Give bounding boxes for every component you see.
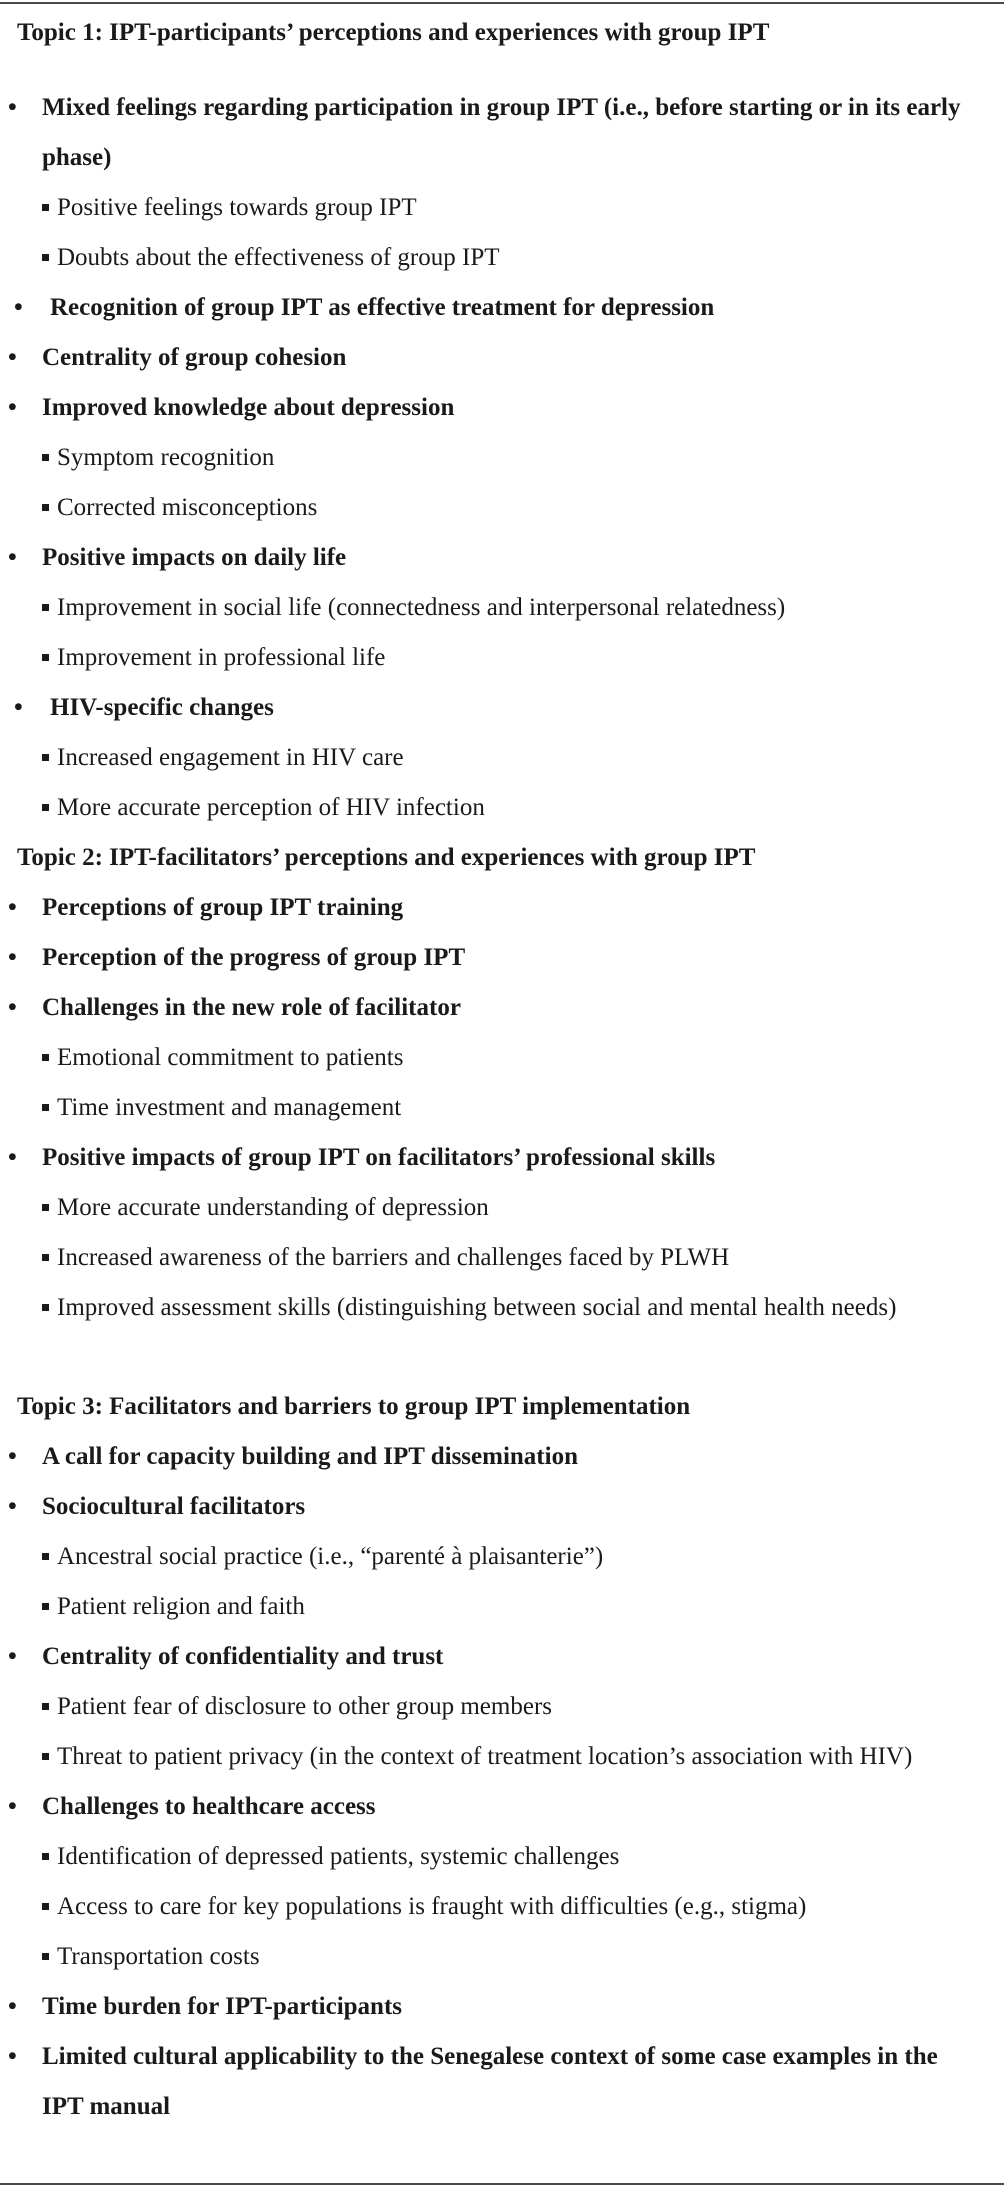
- topic-1-list: [0, 83, 1004, 833]
- bullet-icon: •: [8, 944, 17, 971]
- sub-item-label: Symptom recognition: [57, 444, 275, 471]
- square-bullet-icon: [42, 654, 49, 661]
- square-bullet-icon: [42, 1603, 49, 1610]
- square-bullet-icon: [42, 754, 49, 761]
- sub-item: [0, 1233, 1004, 1283]
- sub-item-label: Increased awareness of the barriers and challenges faced by PLWH: [57, 1244, 730, 1271]
- square-bullet-icon: [42, 504, 49, 511]
- sub-item-label: Threat to patient privacy (in the context of treatment location’s association with HIV): [57, 1743, 913, 1770]
- list-item: [0, 883, 1004, 933]
- bullet-icon: •: [14, 694, 23, 721]
- list-item: [0, 983, 1004, 1033]
- list-item: [0, 2032, 1004, 2132]
- bullet-icon: •: [8, 1493, 17, 1520]
- sub-item-label: Positive feelings towards group IPT: [57, 194, 417, 221]
- sub-item-label: Patient fear of disclosure to other group members: [57, 1693, 552, 1720]
- square-bullet-icon: [42, 1953, 49, 1960]
- bullet-icon: •: [8, 1443, 17, 1470]
- sub-item: [0, 433, 1004, 483]
- item-label: Mixed feelings regarding participation in group IPT (i.e., before starting or in its early phase): [42, 94, 961, 171]
- sub-item-label: Time investment and management: [57, 1094, 402, 1121]
- sub-item: [0, 1582, 1004, 1632]
- topic-3-list: [0, 1432, 1004, 2132]
- item-label: Recognition of group IPT as effective treatment for depression: [50, 294, 715, 321]
- topic-3-heading: Topic 3: Facilitators and barriers to group IPT implementation: [17, 1393, 691, 1420]
- item-label: Improved knowledge about depression: [42, 394, 455, 421]
- sub-item: [0, 633, 1004, 683]
- list-item: [0, 1632, 1004, 1682]
- square-bullet-icon: [42, 1853, 49, 1860]
- sub-item: [0, 483, 1004, 533]
- list-item: [0, 533, 1004, 583]
- square-bullet-icon: [42, 1553, 49, 1560]
- square-bullet-icon: [42, 1254, 49, 1261]
- table-bottom-rule: [0, 2183, 1004, 2185]
- sub-item-label: Corrected misconceptions: [57, 494, 318, 521]
- topic-2-heading: Topic 2: IPT-facilitators’ perceptions and experiences with group IPT: [17, 844, 756, 871]
- item-label: Challenges in the new role of facilitator: [42, 994, 461, 1021]
- bullet-icon: •: [8, 1144, 17, 1171]
- sub-item-label: Increased engagement in HIV care: [57, 744, 404, 771]
- item-label: Perceptions of group IPT training: [42, 894, 404, 921]
- square-bullet-icon: [42, 1054, 49, 1061]
- sub-item-label: More accurate understanding of depression: [57, 1194, 489, 1221]
- sub-item: [0, 583, 1004, 633]
- sub-item: [0, 1832, 1004, 1882]
- square-bullet-icon: [42, 804, 49, 811]
- item-label: HIV-specific changes: [50, 694, 274, 721]
- item-label: Perception of the progress of group IPT: [42, 944, 466, 971]
- sub-item: [0, 1033, 1004, 1083]
- list-item: [0, 1782, 1004, 1832]
- square-bullet-icon: [42, 1703, 49, 1710]
- bullet-icon: •: [8, 2043, 17, 2070]
- square-bullet-icon: [42, 1204, 49, 1211]
- item-label: Centrality of confidentiality and trust: [42, 1643, 444, 1670]
- sub-item-label: Ancestral social practice (i.e., “parenté à plaisanterie”): [57, 1543, 604, 1570]
- square-bullet-icon: [42, 1304, 49, 1311]
- topic-1-heading: Topic 1: IPT-participants’ perceptions and experiences with group IPT: [17, 19, 770, 46]
- square-bullet-icon: [42, 1104, 49, 1111]
- sub-item: [0, 233, 1004, 283]
- item-label: Positive impacts of group IPT on facilitators’ professional skills: [42, 1144, 716, 1171]
- list-item: [0, 283, 1004, 333]
- bullet-icon: •: [8, 994, 17, 1021]
- sub-item: [0, 733, 1004, 783]
- square-bullet-icon: [42, 1753, 49, 1760]
- sub-item: [0, 183, 1004, 233]
- bullet-icon: •: [8, 894, 17, 921]
- item-label: A call for capacity building and IPT dissemination: [42, 1443, 578, 1470]
- sub-item-label: Improvement in professional life: [57, 644, 386, 671]
- list-item: [0, 683, 1004, 733]
- sub-item: [0, 783, 1004, 833]
- sub-item: [0, 1083, 1004, 1133]
- sub-item-label: Patient religion and faith: [57, 1593, 305, 1620]
- list-item: [0, 83, 1004, 183]
- list-item: [0, 1482, 1004, 1532]
- sub-item: [0, 1932, 1004, 1982]
- sub-item-label: Emotional commitment to patients: [57, 1044, 404, 1071]
- sub-item: [0, 1183, 1004, 1233]
- bullet-icon: •: [14, 294, 23, 321]
- item-label: Centrality of group cohesion: [42, 344, 347, 371]
- item-label: Limited cultural applicability to the Senegalese context of some case examples in the IPT manual: [42, 2043, 938, 2120]
- bullet-icon: •: [8, 1993, 17, 2020]
- square-bullet-icon: [42, 1903, 49, 1910]
- topic-2-list: [0, 883, 1004, 1333]
- list-item: [0, 1982, 1004, 2032]
- sub-item-label: More accurate perception of HIV infection: [57, 794, 485, 821]
- list-item: [0, 333, 1004, 383]
- item-label: Positive impacts on daily life: [42, 544, 347, 571]
- bullet-icon: •: [8, 394, 17, 421]
- bullet-icon: •: [8, 1643, 17, 1670]
- list-item: [0, 1432, 1004, 1482]
- sub-item: [0, 1732, 1004, 1782]
- sub-item-label: Improved assessment skills (distinguishing between social and mental health needs): [57, 1294, 897, 1321]
- sub-item-label: Improvement in social life (connectedness and interpersonal relatedness): [57, 594, 786, 621]
- list-item: [0, 1133, 1004, 1183]
- bullet-icon: •: [8, 544, 17, 571]
- bullet-icon: •: [8, 344, 17, 371]
- sub-item-label: Doubts about the effectiveness of group IPT: [57, 244, 500, 271]
- square-bullet-icon: [42, 254, 49, 261]
- sub-item: [0, 1882, 1004, 1932]
- list-item: [0, 933, 1004, 983]
- square-bullet-icon: [42, 204, 49, 211]
- sub-item-label: Access to care for key populations is fraught with difficulties (e.g., stigma): [57, 1893, 807, 1920]
- list-item: [0, 383, 1004, 433]
- sub-item-label: Transportation costs: [57, 1943, 260, 1970]
- square-bullet-icon: [42, 454, 49, 461]
- item-label: Time burden for IPT-participants: [42, 1993, 402, 2020]
- table-top-rule: [0, 2, 1004, 4]
- item-label: Sociocultural facilitators: [42, 1493, 306, 1520]
- sub-item: [0, 1682, 1004, 1732]
- sub-item: [0, 1532, 1004, 1582]
- bullet-icon: •: [8, 94, 17, 121]
- sub-item-label: Identification of depressed patients, systemic challenges: [57, 1843, 620, 1870]
- bullet-icon: •: [8, 1793, 17, 1820]
- sub-item: [0, 1283, 1004, 1333]
- item-label: Challenges to healthcare access: [42, 1793, 376, 1820]
- square-bullet-icon: [42, 604, 49, 611]
